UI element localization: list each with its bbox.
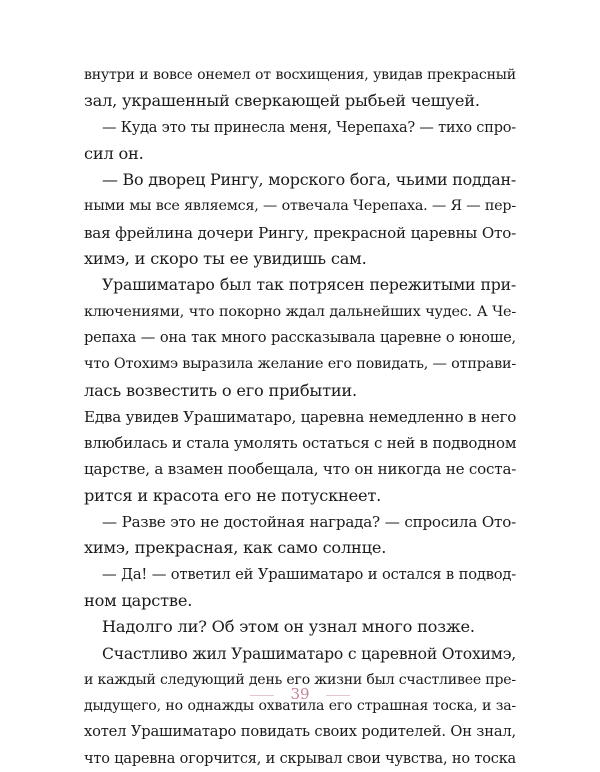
text-line: что Отохимэ выразила желание его повидать, — отправи- [84,356,517,373]
text-line: рится и красота его не потускнеет. [84,485,382,505]
text-line: зал, украшенный сверкающей рыбьей чешуей. [84,91,480,111]
text-line: что царевна огорчится, и скрывал свои чувства, но тоска [84,750,516,767]
text-line: Счастливо жил Урашиматаро с царевной Отохимэ, [102,644,516,663]
page-footer [0,680,600,708]
text-line: — Куда это ты принесла меня, Черепаха? — тихо спро- [102,119,517,136]
text-line: ключениями, что покорно ждал дальнейших чудес. А Че- [84,303,516,320]
text-line: дыдущего, но однажды охватила его страшная тоска, и за- [84,698,516,715]
body-text [84,62,516,772]
text-line: Надолго ли? Об этом он узнал много позже. [102,617,475,637]
text-line: внутри и вовсе онемел от восхищения, увидав прекрасный [84,67,516,83]
text-line: Едва увидев Урашиматаро, царевна немедленно в него [84,407,517,426]
text-line: царстве, а взамен пообещала, что он никогда не соста- [84,460,517,479]
text-line: лась возвестить о его прибытии. [84,380,357,400]
page-number: 39 [290,685,310,703]
text-line: и каждый следующий день его жизни был счастливее пре- [84,671,516,688]
folio-left-ornament [250,695,274,696]
text-line: вая фрейлина дочери Рингу, прекрасной царевны Ото- [84,223,516,242]
text-line: химэ, и скоро ты ее увидишь сам. [84,249,367,269]
folio-right-ornament [326,695,350,696]
text-line: химэ, прекрасная, как само солнце. [84,538,387,558]
text-line: ными мы все являемся, — отвечала Черепаха. — Я — пер- [84,198,516,215]
text-line: сил он. [84,143,144,163]
text-line: — Да! — ответил ей Урашиматаро и остался в подвод- [102,565,516,583]
text-line: — Во дворец Рингу, морского бога, чьими поддан- [102,170,517,190]
text-line: Урашиматаро был так потрясен пережитыми при- [102,275,516,295]
text-line: влюбилась и стала умолять остаться с ней в подводном [84,434,517,453]
text-line: ном царстве. [84,590,193,610]
text-line: — Разве это не достойная награда? — спросила Ото- [102,513,516,532]
text-line: репаха — она так много рассказывала царевне о юноше, [84,328,516,346]
text-line: хотел Урашиматаро повидать своих родителей. Он знал, [84,723,516,741]
